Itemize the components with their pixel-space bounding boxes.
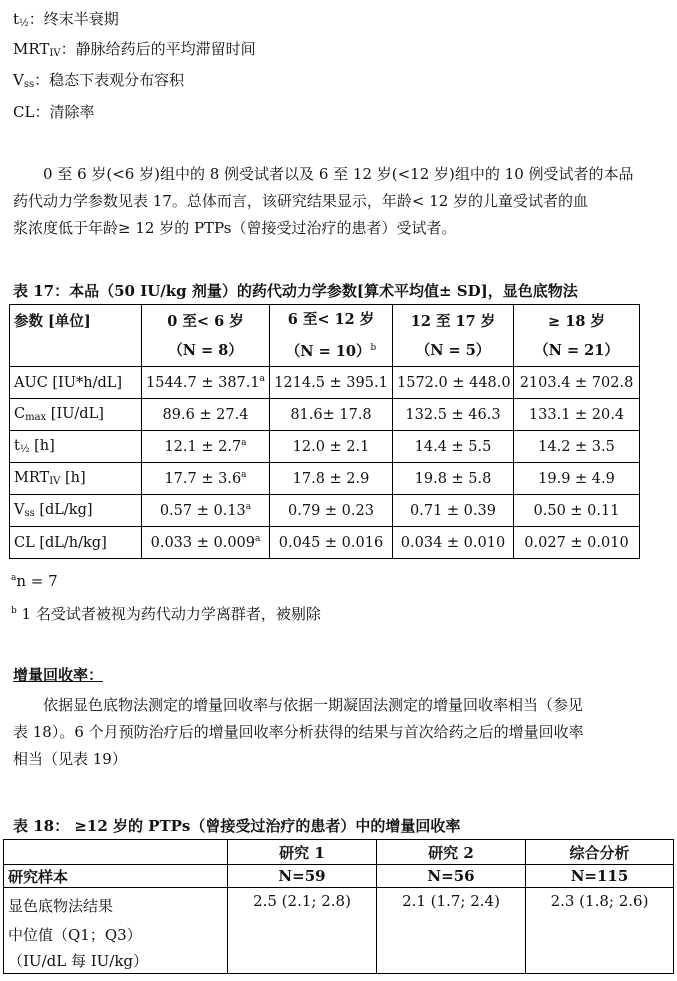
value-cell: 81.6± 17.8 [270,399,393,431]
value-cell: 133.1 ± 20.4 [514,399,640,431]
table-header-cell [514,305,640,367]
value-cell: N=59 [228,865,377,888]
value-cell: 1214.5 ± 395.1 [270,367,393,399]
paragraph-line: 依据显色底物法测定的增量回收率与依据一期凝固法测定的增量回收率相当（参见 [43,696,584,714]
footnote-marker: a [241,438,247,448]
symbol-subscript: ss [23,79,35,90]
definition-cl [13,101,94,122]
symbol: V [13,71,24,89]
value: 12.1 ± 2.7 [164,439,242,455]
section-heading: 增量回收率： [13,666,104,684]
table-header-cell: 综合分析 [526,840,674,865]
value-cell: 2.3 (1.8; 2.6) [526,888,674,974]
value-cell: 0.50 ± 0.11 [514,495,640,527]
value-cell: 0.045 ± 0.016 [270,527,393,559]
param-subscript: ½ [19,444,30,455]
age-group-label: ≥ 18 岁 [548,312,605,330]
row-label-line: 显色底物法结果 [8,897,114,915]
value-cell: 0.71 ± 0.39 [393,495,514,527]
definition-mrt [13,38,256,59]
row-label-cell [4,888,228,974]
table-row [4,888,674,974]
param-cell [10,527,142,559]
table-row [10,431,640,463]
value-cell: 2103.4 ± 702.8 [514,367,640,399]
footnote-marker: a [245,502,252,512]
param-subscript: max [25,412,47,423]
value-cell: 19.8 ± 5.8 [393,463,514,495]
definition-thalf [13,8,119,29]
param-name: V [14,502,25,518]
group-size-label: （N = 10） [285,343,371,360]
footnote-b [11,603,321,624]
paragraph-line: 浆浓度低于年龄≥ 12 岁的 PTPs（曾接受过治疗的患者）受试者。 [13,219,457,237]
table-header-cell [270,305,393,367]
row-label-line: （IU/dL 每 IU/kg） [8,952,149,970]
param-cell [10,399,142,431]
row-label-cell: 研究样本 [4,865,228,888]
param-cell [10,367,142,399]
table-header-cell: 参数 [单位] [10,305,142,367]
value-cell: 0.027 ± 0.010 [514,527,640,559]
recovery-paragraph [13,692,584,773]
paragraph-line: 表 18）。6 个月预防治疗后的增量回收率分析获得的结果与首次给药之后的增量回收率 [13,723,584,741]
value-cell: 14.4 ± 5.5 [393,431,514,463]
table-header-cell: 研究 2 [377,840,526,865]
footnote-marker: b [370,343,377,353]
group-size-label: （N = 21） [534,341,619,359]
symbol: t [13,10,20,28]
footnote-marker: a [241,470,247,480]
footnote-marker: a [255,534,261,544]
age-group-label: 0 至< 6 岁 [167,312,244,330]
table17-title: 表 17：本品（50 IU/kg 剂量）的药代动力学参数[算术平均值± SD]，显色底物法 [13,282,578,300]
group-size-label: （N = 8） [168,341,243,359]
value: 0.57 ± 0.13 [159,503,246,519]
table-header-cell [393,305,514,367]
value: 0.033 ± 0.009 [150,535,255,551]
value-cell [142,495,270,527]
symbol-subscript: IV [49,48,61,59]
value: 17.7 ± 3.6 [164,471,242,487]
param-name: MRT [14,470,50,486]
footnote-text: 1 名受试者被视为药代动力学离群者，被剔除 [16,605,321,623]
param-name: AUC [IU*h/dL] [14,374,123,391]
value-cell: 1572.0 ± 448.0 [393,367,514,399]
param-subscript: IV [49,476,61,487]
footnote-text: n = 7 [16,572,58,590]
table-row [10,495,640,527]
table18-header-row [4,840,674,865]
table-row [4,865,674,888]
value-cell: 19.9 ± 4.9 [514,463,640,495]
footnote-marker: b [11,606,17,616]
param-cell [10,495,142,527]
symbol-subscript: ½ [19,18,29,29]
param-cell [10,431,142,463]
value-cell: 89.6 ± 27.4 [142,399,270,431]
value-cell [142,431,270,463]
value-cell: 17.8 ± 2.9 [270,463,393,495]
symbol: MRT [13,40,50,58]
value: 1544.7 ± 387.1 [146,375,260,391]
group-size-label: （N = 5） [415,341,491,359]
definition-text: ：终末半衰期 [28,10,119,28]
table18-title: 表 18： ≥12 岁的 PTPs（曾接受过治疗的患者）中的增量回收率 [13,817,461,835]
value-cell: 2.1 (1.7; 2.4) [377,888,526,974]
symbol: CL [13,103,35,121]
param-subscript: ss [24,508,35,519]
param-unit: [h] [29,438,55,454]
table-header-cell [142,305,270,367]
table-header-cell [4,840,228,865]
param-unit: [IU/dL] [46,406,104,422]
table-header-cell: 研究 1 [228,840,377,865]
table-row [10,367,640,399]
value-cell: 132.5 ± 46.3 [393,399,514,431]
footnote-marker: a [259,374,265,384]
param-cell [10,463,142,495]
age-group-label: 6 至< 12 岁 [287,311,375,328]
table-row [10,463,640,495]
value-cell: 0.79 ± 0.23 [270,495,393,527]
param-name: C [14,406,26,422]
value-cell: 12.0 ± 2.1 [270,431,393,463]
value-cell: 2.5 (2.1; 2.8) [228,888,377,974]
footnote-a [11,572,58,590]
value-cell: N=115 [526,865,674,888]
value-cell: 14.2 ± 3.5 [514,431,640,463]
footnote-marker: a [11,573,17,583]
table18 [3,839,674,974]
param-name: t [14,438,20,454]
definition-vss [13,69,184,90]
table17-header-row [10,305,640,367]
value-cell [142,367,270,399]
paragraph-line: 0 至 6 岁(<6 岁)组中的 8 例受试者以及 6 至 12 岁(<12 岁)组中的 10 例受试者的本品 [43,165,634,183]
age-group-label: 12 至 17 岁 [410,312,496,330]
value-cell: 0.034 ± 0.010 [393,527,514,559]
param-unit: [dL/kg] [34,502,93,518]
paragraph-line: 相当（见表 19） [13,750,127,768]
intro-paragraph [13,161,634,242]
table-row [10,527,640,559]
definition-text: ：静脉给药后的平均滞留时间 [60,40,256,58]
param-unit: [h] [60,470,86,486]
paragraph-line: 药代动力学参数见表 17。总体而言，该研究结果显示，年龄< 12 岁的儿童受试者的血 [13,192,589,210]
row-label-line: 中位值（Q1；Q3） [8,926,142,944]
param-name: CL [dL/h/kg] [14,534,107,551]
value-cell: N=56 [377,865,526,888]
value-cell [142,463,270,495]
definition-text: ：清除率 [34,103,95,121]
table-row [10,399,640,431]
table17 [9,304,640,559]
definition-text: ：稳态下表观分布容积 [34,71,185,89]
value-cell [142,527,270,559]
